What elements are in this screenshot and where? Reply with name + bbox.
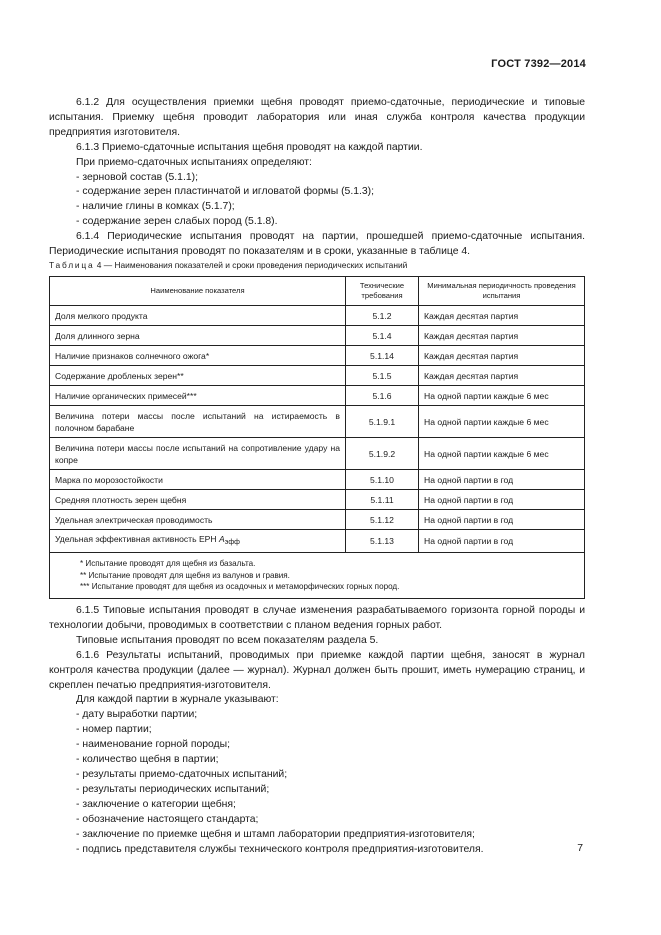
- list-item: - подпись представителя службы технического контроля предприятия-изготовителя.: [76, 843, 484, 855]
- list-item: - заключение по приемке щебня и штамп лаборатории предприятия-изготовителя;: [76, 828, 475, 840]
- list-item: - зерновой состав (5.1.1);: [76, 171, 198, 183]
- column-header-periodicity: Минимальная периодичность проведения испытания: [419, 277, 585, 306]
- table-notes-row: [50, 553, 585, 599]
- footnote: ** Испытание проводят для щебня из валунов и гравия.: [80, 570, 290, 580]
- periodic-tests-table: [49, 276, 585, 599]
- column-header-requirements: Технические требования: [346, 277, 419, 306]
- table-row: [50, 490, 585, 510]
- table-caption-text: 4 — Наименования показателей и сроки проведения периодических испытаний: [94, 260, 408, 270]
- paragraph-6-1-5: 6.1.5 Типовые испытания проводят в случае изменения разрабатываемого горизонта горной породы и технологии добычи, проводимых в соответствии с планом ведения горных работ.: [49, 605, 585, 631]
- cell-req: 5.1.14: [346, 346, 419, 366]
- paragraph-6-1-6: 6.1.6 Результаты испытаний, проводимых при приемке каждой партии щебня, заносят в журнал контроля качества продукции (далее — журнал). Журнал должен быть прошит, иметь нумерацию страниц, и скреплен печатью предприятия-изготовителя.: [49, 649, 585, 691]
- cell-name: Наличие признаков солнечного ожога*: [50, 346, 346, 366]
- footnote: *** Испытание проводят для щебня из осадочных и метаморфических горных пород.: [80, 582, 400, 591]
- cell-period: На одной партии в год: [419, 530, 585, 553]
- cell-period: На одной партии каждые 6 мес: [419, 386, 585, 406]
- footnote: * Испытание проводят для щебня из базальта.: [80, 559, 256, 568]
- list-item: - заключение о категории щебня;: [76, 798, 236, 810]
- cell-period: Каждая десятая партия: [419, 326, 585, 346]
- cell-period: На одной партии в год: [419, 510, 585, 530]
- list-item: - результаты приемо-сдаточных испытаний;: [76, 768, 288, 780]
- page-number: 7: [577, 843, 583, 854]
- cell-name: Величина потери массы после испытаний на сопротивление удару на копре: [50, 438, 346, 470]
- table-row: [50, 346, 585, 366]
- cell-name: Доля мелкого продукта: [50, 306, 346, 326]
- cell-period: На одной партии в год: [419, 470, 585, 490]
- table-row: [50, 470, 585, 490]
- list-item: - количество щебня в партии;: [76, 754, 219, 766]
- table-row: [50, 366, 585, 386]
- paragraph-6-1-4: 6.1.4 Периодические испытания проводят на партии, прошедшей приемо-сдаточные испытания. Периодические испытания проводят по показателям и в сроки, указанные в таблице 4.: [49, 231, 585, 258]
- section-a: [49, 96, 585, 260]
- cell-req: 5.1.9.2: [346, 438, 419, 470]
- cell-period: Каждая десятая партия: [419, 346, 585, 366]
- activity-subscript: эфф: [224, 539, 240, 546]
- cell-name: Величина потери массы после испытаний на истираемость в полочном барабане: [50, 406, 346, 438]
- list-item: - дату выработки партии;: [76, 709, 198, 721]
- table-row: [50, 326, 585, 346]
- cell-req: 5.1.5: [346, 366, 419, 386]
- cell-period: Каждая десятая партия: [419, 366, 585, 386]
- list-item: - результаты периодических испытаний;: [76, 783, 270, 795]
- cell-name: Удельная электрическая проводимость: [50, 510, 346, 530]
- cell-name: Средняя плотность зерен щебня: [50, 490, 346, 510]
- table-caption: [49, 260, 407, 270]
- cell-period: Каждая десятая партия: [419, 306, 585, 326]
- cell-name: Доля длинного зерна: [50, 326, 346, 346]
- cell-period: На одной партии в год: [419, 490, 585, 510]
- column-header-name: Наименование показателя: [50, 277, 346, 306]
- cell-name: Содержание дробленых зерен**: [50, 366, 346, 386]
- cell-period: На одной партии каждые 6 мес: [419, 438, 585, 470]
- cell-name-text: Удельная эффективная активность ЕРН: [55, 534, 217, 544]
- cell-req: 5.1.13: [346, 530, 419, 553]
- list-item: - содержание зерен пластинчатой и игловатой формы (5.1.3);: [76, 186, 375, 198]
- paragraph-6-1-3-intro: При приемо-сдаточных испытаниях определяют:: [76, 156, 312, 168]
- list-item: - наличие глины в комках (5.1.7);: [76, 201, 235, 213]
- paragraph-6-1-6-intro: Для каждой партии в журнале указывают:: [76, 694, 279, 706]
- cell-req: 5.1.4: [346, 326, 419, 346]
- list-item: - обозначение настоящего стандарта;: [76, 813, 259, 825]
- list-item: - номер партии;: [76, 724, 152, 736]
- cell-name: [50, 530, 346, 553]
- table-caption-prefix: Таблица: [49, 260, 95, 270]
- section-b: [49, 604, 585, 857]
- cell-name: Наличие органических примесей***: [50, 386, 346, 406]
- paragraph-6-1-5-b: Типовые испытания проводят по всем показателям раздела 5.: [76, 634, 379, 646]
- table-row: [50, 530, 585, 553]
- cell-req: 5.1.12: [346, 510, 419, 530]
- cell-name: Марка по морозостойкости: [50, 470, 346, 490]
- cell-req: 5.1.6: [346, 386, 419, 406]
- table-row: [50, 386, 585, 406]
- table-row: [50, 306, 585, 326]
- document-code: ГОСТ 7392—2014: [491, 58, 586, 70]
- table-notes: [50, 553, 585, 599]
- activity-symbol: A: [219, 534, 225, 544]
- cell-req: 5.1.2: [346, 306, 419, 326]
- paragraph-6-1-2: 6.1.2 Для осуществления приемки щебня проводят приемо-сдаточные, периодические и типовые испытания. Приемку щебня проводит лаборатория или иная служба контроля качества продукции предприятия изготовителя.: [49, 97, 585, 138]
- table-row: [50, 438, 585, 470]
- cell-req: 5.1.9.1: [346, 406, 419, 438]
- cell-period: На одной партии каждые 6 мес: [419, 406, 585, 438]
- table-row: [50, 406, 585, 438]
- table-row: [50, 510, 585, 530]
- list-item: - содержание зерен слабых пород (5.1.8).: [76, 216, 278, 228]
- paragraph-6-1-3: 6.1.3 Приемо-сдаточные испытания щебня проводят на каждой партии.: [76, 141, 423, 153]
- table-header-row: [50, 277, 585, 306]
- cell-req: 5.1.11: [346, 490, 419, 510]
- list-item: - наименование горной породы;: [76, 739, 230, 751]
- cell-req: 5.1.10: [346, 470, 419, 490]
